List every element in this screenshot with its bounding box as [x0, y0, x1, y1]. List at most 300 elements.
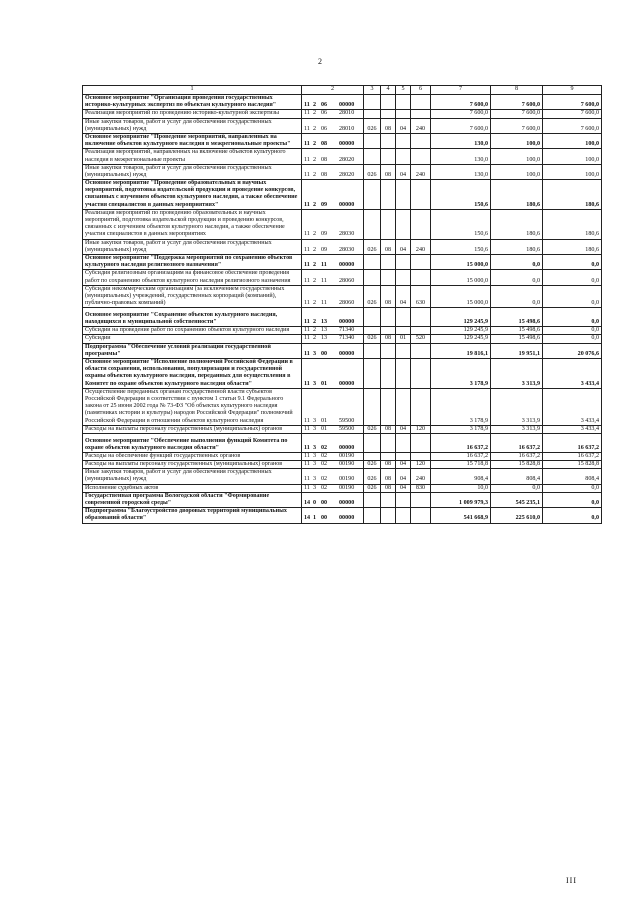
- row-col-3: [364, 388, 381, 425]
- code-part: 11: [304, 201, 310, 208]
- code-part: 11: [304, 319, 310, 326]
- row-col-4: [381, 452, 396, 460]
- row-col-3: [364, 359, 381, 389]
- row-amount-7: 150,6: [431, 239, 491, 254]
- row-amount-8: 0,0: [491, 270, 543, 285]
- code-part: 3: [313, 461, 317, 468]
- table-row: [83, 118, 602, 133]
- row-name: Субсидии: [83, 335, 302, 343]
- row-col-5: [396, 95, 411, 110]
- code-part: 2: [313, 277, 317, 284]
- row-amount-7: 130,0: [431, 149, 491, 164]
- row-amount-9: 100,0: [543, 133, 602, 148]
- row-col-4: 08: [381, 285, 396, 308]
- row-code: [302, 164, 364, 179]
- row-amount-9: 180,6: [543, 209, 602, 239]
- row-amount-9: 0,0: [543, 308, 602, 327]
- row-col-3: 026: [364, 469, 381, 484]
- code-part: 11: [304, 452, 310, 459]
- table-row: [83, 164, 602, 179]
- row-col-3: [364, 149, 381, 164]
- code-part: 06: [321, 110, 328, 117]
- row-name: Иные закупки товаров, работ и услуг для обеспечения государственных (муниципальных) нужд: [83, 118, 302, 133]
- row-amount-8: 545 235,1: [491, 492, 543, 507]
- code-part: 2: [313, 319, 317, 326]
- row-amount-8: 0,0: [491, 484, 543, 492]
- row-col-4: 08: [381, 425, 396, 433]
- row-col-3: [364, 270, 381, 285]
- row-col-4: [381, 492, 396, 507]
- code-part: 00190: [339, 461, 355, 468]
- row-amount-8: 180,6: [491, 180, 543, 210]
- row-amount-7: 908,4: [431, 469, 491, 484]
- row-col-6: [411, 343, 431, 358]
- row-amount-8: 100,0: [491, 133, 543, 148]
- row-amount-9: 0,0: [543, 254, 602, 269]
- table-row: [83, 239, 602, 254]
- table-row: [83, 452, 602, 460]
- row-col-5: 04: [396, 461, 411, 469]
- code-part: 01: [321, 380, 328, 387]
- table-row: [83, 110, 602, 118]
- code-part: 01: [321, 417, 328, 424]
- code-part: 11: [304, 156, 310, 163]
- header-col-2: 2: [302, 86, 364, 95]
- row-amount-9: 0,0: [543, 508, 602, 523]
- code-part: 2: [313, 300, 317, 307]
- row-amount-9: 0,0: [543, 492, 602, 507]
- row-col-3: [364, 110, 381, 118]
- row-col-6: [411, 270, 431, 285]
- code-part: 28030: [339, 231, 355, 238]
- row-col-3: [364, 95, 381, 110]
- row-col-3: [364, 308, 381, 327]
- code-part: 0: [313, 500, 317, 506]
- row-name: Подпрограмма "Обеспечение условий реализации государственной программы": [83, 343, 302, 358]
- code-part: 3: [313, 444, 317, 451]
- row-amount-8: 180,6: [491, 209, 543, 239]
- row-col-3: [364, 433, 381, 452]
- row-col-4: [381, 149, 396, 164]
- row-code: [302, 270, 364, 285]
- row-code: [302, 425, 364, 433]
- row-col-5: [396, 492, 411, 507]
- row-col-3: [364, 508, 381, 523]
- row-name: Осуществление переданных органам государственной власти субъектов Российской Федерации в соответствии с пунктом 1 статьи 9.1 Федерального закона от 25 июня 2002 года № 73-ФЗ "Об объектах культурного наследия (памятниках истории и культуры) народов Российской Федерации" полномочий Российской Федерации в отношении объектов культурного наследия: [83, 388, 302, 425]
- row-col-4: [381, 388, 396, 425]
- row-col-3: 026: [364, 461, 381, 469]
- row-col-6: [411, 254, 431, 269]
- code-part: 2: [313, 141, 317, 148]
- row-amount-8: 100,0: [491, 164, 543, 179]
- code-part: 11: [304, 335, 310, 342]
- code-part: 00: [321, 515, 328, 522]
- row-col-6: [411, 433, 431, 452]
- row-name: Субсидия религиозным организациям на финансовое обеспечение проведения работ по сохранению объектов культурного наследия религиозного назначения: [83, 270, 302, 285]
- row-amount-8: 7 600,0: [491, 110, 543, 118]
- code-part: 59500: [339, 417, 355, 424]
- row-col-5: [396, 388, 411, 425]
- row-name: Подпрограмма "Благоустройство дворовых территорий муниципальных образований области": [83, 508, 302, 523]
- row-amount-8: 16 637,2: [491, 452, 543, 460]
- table-row: [83, 461, 602, 469]
- row-col-6: 240: [411, 239, 431, 254]
- row-col-5: 04: [396, 164, 411, 179]
- code-part: 3: [313, 476, 317, 483]
- row-code: [302, 95, 364, 110]
- code-part: 08: [321, 171, 328, 178]
- table-row: [83, 133, 602, 148]
- row-col-5: 04: [396, 285, 411, 308]
- row-name: Иные закупки товаров, работ и услуг для обеспечения государственных (муниципальных) нужд: [83, 164, 302, 179]
- code-part: 00000: [339, 350, 355, 357]
- budget-table: [82, 85, 602, 524]
- row-col-5: 04: [396, 118, 411, 133]
- row-col-5: [396, 452, 411, 460]
- code-part: 11: [304, 171, 310, 178]
- row-col-3: [364, 133, 381, 148]
- row-col-5: [396, 508, 411, 523]
- code-part: 00190: [339, 476, 355, 483]
- code-part: 11: [304, 425, 310, 432]
- row-name: Субсидии некоммерческим организациям (за исключением государственных (муниципальных) учреждений, государственных корпораций (компаний), публично-правовых компаний): [83, 285, 302, 308]
- row-col-4: 08: [381, 461, 396, 469]
- code-part: 3: [313, 452, 317, 459]
- row-code: [302, 239, 364, 254]
- row-col-4: 08: [381, 118, 396, 133]
- row-amount-7: 130,0: [431, 164, 491, 179]
- row-amount-8: 3 313,9: [491, 388, 543, 425]
- row-col-6: [411, 180, 431, 210]
- row-col-5: 04: [396, 425, 411, 433]
- table-row: [83, 359, 602, 389]
- code-part: 02: [321, 476, 328, 483]
- code-part: 3: [313, 425, 317, 432]
- row-amount-8: 16 637,2: [491, 433, 543, 452]
- row-col-3: 026: [364, 425, 381, 433]
- row-code: [302, 343, 364, 358]
- code-part: 02: [321, 452, 328, 459]
- code-part: 00: [321, 350, 328, 357]
- row-amount-9: 16 637,2: [543, 433, 602, 452]
- table-row: [83, 343, 602, 358]
- code-part: 2: [313, 171, 317, 178]
- table-row: [83, 508, 602, 523]
- code-part: 11: [304, 277, 310, 284]
- table-row: [83, 327, 602, 335]
- code-part: 2: [313, 201, 317, 208]
- code-part: 00000: [339, 102, 355, 109]
- row-code: [302, 359, 364, 389]
- table-row: [83, 335, 602, 343]
- row-code: [302, 118, 364, 133]
- code-part: 2: [313, 262, 317, 269]
- row-col-4: [381, 209, 396, 239]
- row-col-3: 026: [364, 285, 381, 308]
- row-col-5: 04: [396, 484, 411, 492]
- code-part: 2: [313, 327, 317, 334]
- row-col-6: 520: [411, 335, 431, 343]
- row-code: [302, 110, 364, 118]
- row-col-5: [396, 133, 411, 148]
- row-col-3: 026: [364, 118, 381, 133]
- code-part: 14: [304, 500, 311, 506]
- row-name: Расходы на выплаты персоналу государственных (муниципальных) органов: [83, 425, 302, 433]
- table-row: [83, 285, 602, 308]
- row-name: Расходы на обеспечение функций государственных органов: [83, 452, 302, 460]
- table-row: [83, 180, 602, 210]
- code-part: 11: [304, 350, 310, 357]
- row-name: Реализация мероприятий по проведению историко-культурной экспертизы: [83, 110, 302, 118]
- row-amount-9: 15 828,8: [543, 461, 602, 469]
- code-part: 14: [304, 515, 311, 522]
- code-part: 1: [313, 515, 317, 522]
- row-amount-9: 808,4: [543, 469, 602, 484]
- row-amount-7: 129 245,9: [431, 327, 491, 335]
- row-col-4: 08: [381, 469, 396, 484]
- row-col-5: [396, 433, 411, 452]
- page-number: 2: [318, 57, 322, 66]
- row-col-6: [411, 388, 431, 425]
- code-part: 00000: [339, 380, 355, 387]
- table-row: [83, 209, 602, 239]
- row-amount-9: 7 600,0: [543, 95, 602, 110]
- row-col-4: [381, 308, 396, 327]
- code-part: 11: [321, 277, 327, 284]
- row-amount-7: 3 178,9: [431, 425, 491, 433]
- table-header-row: [83, 86, 602, 95]
- row-col-6: [411, 308, 431, 327]
- row-col-4: [381, 359, 396, 389]
- code-part: 06: [321, 102, 328, 109]
- code-part: 00190: [339, 452, 355, 459]
- code-part: 01: [321, 425, 328, 432]
- row-amount-9: 0,0: [543, 484, 602, 492]
- code-part: 3: [313, 380, 317, 387]
- code-part: 00000: [339, 141, 355, 148]
- row-amount-7: 19 816,1: [431, 343, 491, 358]
- code-part: 00000: [339, 262, 355, 269]
- row-name: Исполнение судебных актов: [83, 484, 302, 492]
- code-part: 11: [304, 125, 310, 132]
- row-col-6: [411, 452, 431, 460]
- code-part: 11: [304, 484, 310, 491]
- row-col-3: 026: [364, 164, 381, 179]
- header-col-7: 7: [431, 86, 491, 95]
- header-col-6: 6: [411, 86, 431, 95]
- row-col-4: [381, 254, 396, 269]
- footer-mark: III: [566, 876, 577, 885]
- header-col-3: 3: [364, 86, 381, 95]
- row-amount-9: 180,6: [543, 180, 602, 210]
- row-amount-7: 3 178,9: [431, 359, 491, 389]
- row-col-6: [411, 110, 431, 118]
- header-col-1: 1: [83, 86, 302, 95]
- row-amount-8: 15 828,8: [491, 461, 543, 469]
- row-col-3: [364, 492, 381, 507]
- row-col-3: 026: [364, 239, 381, 254]
- code-part: 02: [321, 444, 328, 451]
- row-amount-8: 3 313,9: [491, 359, 543, 389]
- row-name: Основное мероприятие "Поддержка мероприятий по сохранению объектов культурного наследия религиозного назначения": [83, 254, 302, 269]
- code-part: 71340: [339, 335, 355, 342]
- row-amount-8: 7 600,0: [491, 95, 543, 110]
- code-part: 28020: [339, 156, 355, 163]
- code-part: 2: [313, 246, 317, 253]
- table-row: [83, 484, 602, 492]
- code-part: 11: [304, 110, 310, 117]
- row-amount-8: 7 600,0: [491, 118, 543, 133]
- row-amount-7: 7 600,0: [431, 95, 491, 110]
- row-col-3: 026: [364, 335, 381, 343]
- code-part: 00190: [339, 484, 355, 491]
- row-col-6: [411, 95, 431, 110]
- row-name: Расходы на выплаты персоналу государственных (муниципальных) органов: [83, 461, 302, 469]
- row-col-6: 630: [411, 285, 431, 308]
- code-part: 08: [321, 156, 328, 163]
- row-col-3: [364, 254, 381, 269]
- row-col-4: 08: [381, 239, 396, 254]
- code-part: 71340: [339, 327, 355, 334]
- code-part: 00: [321, 500, 328, 506]
- row-amount-9: 0,0: [543, 327, 602, 335]
- code-part: 00000: [339, 201, 355, 208]
- row-amount-9: 180,6: [543, 239, 602, 254]
- row-amount-8: 15 498,6: [491, 327, 543, 335]
- code-part: 00000: [339, 500, 355, 506]
- row-col-4: [381, 508, 396, 523]
- code-part: 2: [313, 231, 317, 238]
- row-name: Государственная программа Вологодской области "Формирование современной городской среды": [83, 492, 302, 507]
- table-row: [83, 95, 602, 110]
- row-col-5: 04: [396, 239, 411, 254]
- row-col-5: [396, 180, 411, 210]
- row-code: [302, 327, 364, 335]
- code-part: 00000: [339, 515, 355, 522]
- row-amount-9: 7 600,0: [543, 118, 602, 133]
- table-row: [83, 270, 602, 285]
- row-name: Основное мероприятие "Проведение образовательных и научных мероприятий, подготовка издательской продукции и проведение конкурсов, связанных с изучением объектов культурного наследия, а также обеспечение участия специалистов в данных мероприятиях": [83, 180, 302, 210]
- code-part: 11: [304, 262, 310, 269]
- table-row: [83, 149, 602, 164]
- row-amount-7: 16 637,2: [431, 452, 491, 460]
- code-part: 59500: [339, 425, 355, 432]
- row-amount-8: 100,0: [491, 149, 543, 164]
- row-amount-7: 16 637,2: [431, 433, 491, 452]
- row-amount-8: 808,4: [491, 469, 543, 484]
- header-col-8: 8: [491, 86, 543, 95]
- code-part: 11: [304, 444, 310, 451]
- code-part: 09: [321, 231, 328, 238]
- code-part: 3: [313, 484, 317, 491]
- row-amount-8: 0,0: [491, 254, 543, 269]
- code-part: 09: [321, 246, 328, 253]
- table-body: [83, 95, 602, 524]
- row-code: [302, 149, 364, 164]
- row-code: [302, 335, 364, 343]
- code-part: 2: [313, 102, 317, 109]
- code-part: 11: [304, 300, 310, 307]
- row-amount-8: 0,0: [491, 285, 543, 308]
- row-col-4: [381, 343, 396, 358]
- code-part: 3: [313, 350, 317, 357]
- code-part: 11: [304, 476, 310, 483]
- row-amount-7: 129 245,9: [431, 308, 491, 327]
- code-part: 09: [321, 201, 328, 208]
- row-name: Иные закупки товаров, работ и услуг для обеспечения государственных (муниципальных) нужд: [83, 469, 302, 484]
- code-part: 11: [304, 102, 310, 109]
- row-code: [302, 254, 364, 269]
- row-name: Основное мероприятие "Сохранение объектов культурного наследия, находящихся в муниципальной собственности": [83, 308, 302, 327]
- code-part: 2: [313, 156, 317, 163]
- row-amount-7: 150,6: [431, 209, 491, 239]
- row-amount-8: 15 498,6: [491, 335, 543, 343]
- code-part: 2: [313, 110, 317, 117]
- row-col-6: [411, 133, 431, 148]
- row-col-5: [396, 308, 411, 327]
- row-code: [302, 452, 364, 460]
- row-code: [302, 461, 364, 469]
- header-col-9: 9: [543, 86, 602, 95]
- row-name: Иные закупки товаров, работ и услуг для обеспечения государственных (муниципальных) нужд: [83, 239, 302, 254]
- code-part: 13: [321, 319, 328, 326]
- code-part: 11: [304, 231, 310, 238]
- code-part: 13: [321, 335, 328, 342]
- row-col-4: [381, 327, 396, 335]
- code-part: 28060: [339, 277, 355, 284]
- row-amount-7: 129 245,9: [431, 335, 491, 343]
- code-part: 11: [304, 461, 310, 468]
- header-col-4: 4: [381, 86, 396, 95]
- row-code: [302, 469, 364, 484]
- row-col-3: 026: [364, 484, 381, 492]
- row-col-6: 240: [411, 164, 431, 179]
- row-col-6: 830: [411, 484, 431, 492]
- code-part: 11: [304, 327, 310, 334]
- row-code: [302, 388, 364, 425]
- row-amount-8: 180,6: [491, 239, 543, 254]
- row-amount-9: 100,0: [543, 164, 602, 179]
- row-amount-9: 7 600,0: [543, 110, 602, 118]
- row-name: Субсидии на проведение работ по сохранению объектов культурного наследия: [83, 327, 302, 335]
- code-part: 02: [321, 461, 328, 468]
- row-col-3: [364, 209, 381, 239]
- row-col-4: [381, 110, 396, 118]
- row-code: [302, 508, 364, 523]
- row-col-5: 01: [396, 335, 411, 343]
- row-amount-7: 7 600,0: [431, 110, 491, 118]
- row-name: Основное мероприятие "Обеспечение выполнения функций Комитета по охране объектов культурного наследия области": [83, 433, 302, 452]
- table-row: [83, 254, 602, 269]
- row-col-4: [381, 180, 396, 210]
- code-part: 28060: [339, 300, 355, 307]
- row-name: Реализация мероприятий, направленных на включение объектов культурного наследия в межрегиональные проекты: [83, 149, 302, 164]
- row-col-5: 04: [396, 469, 411, 484]
- code-part: 13: [321, 327, 328, 334]
- row-code: [302, 209, 364, 239]
- code-part: 3: [313, 417, 317, 424]
- code-part: 11: [304, 141, 310, 148]
- code-part: 2: [313, 335, 317, 342]
- code-part: 28030: [339, 246, 355, 253]
- row-col-4: 08: [381, 164, 396, 179]
- table-row: [83, 388, 602, 425]
- row-col-6: 120: [411, 425, 431, 433]
- code-part: 28020: [339, 171, 355, 178]
- row-amount-7: 130,0: [431, 133, 491, 148]
- row-col-6: 240: [411, 469, 431, 484]
- row-col-3: [364, 327, 381, 335]
